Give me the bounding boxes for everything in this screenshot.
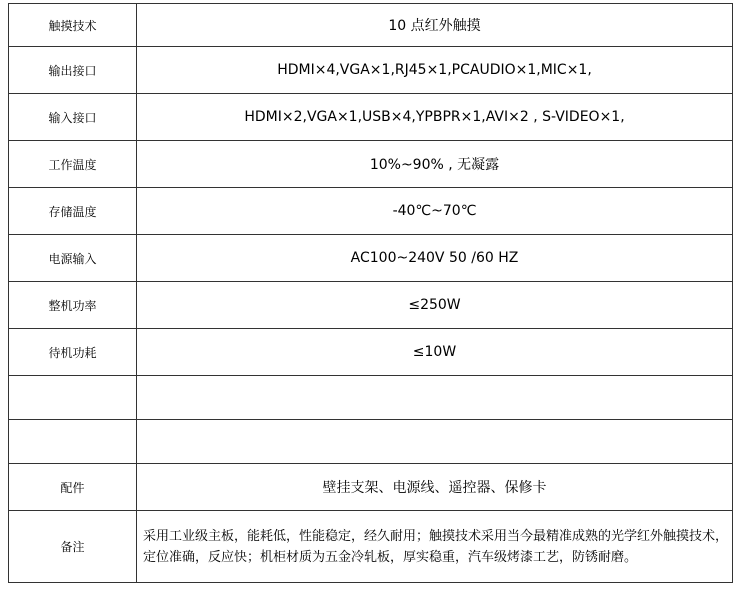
row-label: 配件 bbox=[9, 464, 137, 511]
table-row-touch-tech bbox=[9, 4, 733, 47]
row-value: -40℃~70℃ bbox=[137, 188, 733, 235]
row-label: 输出接口 bbox=[9, 47, 137, 94]
table-row-empty bbox=[9, 420, 733, 464]
row-label: 存储温度 bbox=[9, 188, 137, 235]
row-value bbox=[137, 420, 733, 464]
row-value: 10%~90% , 无凝露 bbox=[137, 141, 733, 188]
row-label: 触摸技术 bbox=[9, 4, 137, 47]
table-row-operating-temp bbox=[9, 141, 733, 188]
row-value: 10 点红外触摸 bbox=[137, 4, 733, 47]
row-value: ≤10W bbox=[137, 329, 733, 376]
table-row-accessories bbox=[9, 464, 733, 511]
row-value: HDMI×2,VGA×1,USB×4,YPBPR×1,AVI×2 , S-VIDEO×1, bbox=[137, 94, 733, 141]
table-row-output-ports bbox=[9, 47, 733, 94]
table-row-notes bbox=[9, 511, 733, 583]
row-label: 整机功率 bbox=[9, 282, 137, 329]
row-value: 壁挂支架、电源线、遥控器、保修卡 bbox=[137, 464, 733, 511]
row-label: 输入接口 bbox=[9, 94, 137, 141]
row-label: 电源输入 bbox=[9, 235, 137, 282]
table-row-input-ports bbox=[9, 94, 733, 141]
row-value bbox=[137, 376, 733, 420]
table-row-storage-temp bbox=[9, 188, 733, 235]
row-label: 待机功耗 bbox=[9, 329, 137, 376]
row-value: AC100~240V 50 /60 HZ bbox=[137, 235, 733, 282]
spec-table bbox=[8, 3, 733, 583]
table-row-standby-power bbox=[9, 329, 733, 376]
table-row-empty bbox=[9, 376, 733, 420]
row-label bbox=[9, 420, 137, 464]
table-row-total-power bbox=[9, 282, 733, 329]
row-label: 工作温度 bbox=[9, 141, 137, 188]
row-label: 备注 bbox=[9, 511, 137, 583]
row-value: ≤250W bbox=[137, 282, 733, 329]
notes-text: 采用工业级主板，能耗低，性能稳定，经久耐用；触摸技术采用当今最精准成熟的光学红外触摸技术，定位准确，反应快；机柜材质为五金冷轧板，厚实稳重，汽车级烤漆工艺，防锈耐磨。 bbox=[137, 511, 733, 583]
table-row-power-input bbox=[9, 235, 733, 282]
row-label bbox=[9, 376, 137, 420]
row-value: HDMI×4,VGA×1,RJ45×1,PCAUDIO×1,MIC×1, bbox=[137, 47, 733, 94]
